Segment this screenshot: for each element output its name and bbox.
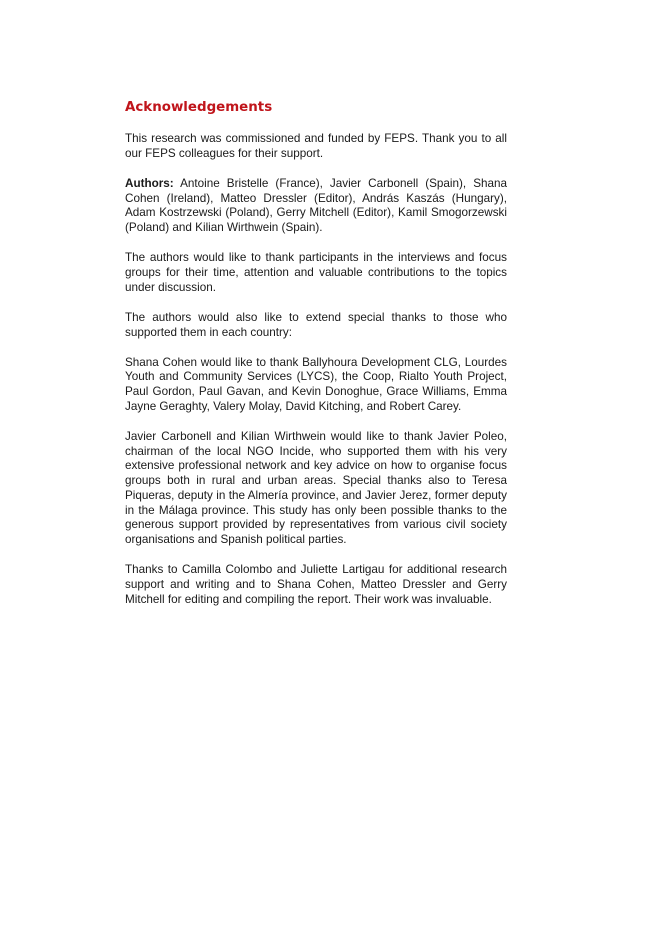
paragraph-text: This research was commissioned and funded by FEPS. Thank you to all our FEPS colleagues for their support. — [125, 132, 507, 160]
paragraph-text: Shana Cohen would like to thank Ballyhoura Development CLG, Lourdes Youth and Community Services (LYCS), the Coop, Rialto Youth Project, Paul Gordon, Paul Gavan, and Kevin Donoghue, Grace Williams, Emma Jayne Geraghty, Valery Molay, David Kitching, and Robert Carey. — [125, 355, 507, 413]
paragraph-ireland-thanks — [125, 356, 507, 415]
paragraph-final-thanks — [125, 563, 507, 607]
paragraph-text: Javier Carbonell and Kilian Wirthwein would like to thank Javier Poleo, chairman of the local NGO Incide, who supported them with his very extensive professional network and key advice on how to organise focus groups both in rural and urban areas. Special thanks also to Teresa Piqueras, deputy in the Almería province, and Javier Jerez, former deputy in the Málaga province. This study has only been possible thanks to the generous support provided by representatives from various civil society organisations and Spanish political parties. — [125, 430, 507, 546]
authors-label: Authors: — [125, 176, 174, 190]
paragraph-funding — [125, 132, 507, 161]
paragraph-text: The authors would like to thank participants in the interviews and focus groups for their time, attention and valuable contributions to the topics under discussion. — [125, 251, 507, 294]
acknowledgements-section — [125, 99, 507, 623]
paragraph-participants — [125, 251, 507, 295]
paragraph-country-thanks — [125, 311, 507, 340]
authors-list: Antoine Bristelle (France), Javier Carbonell (Spain), Shana Cohen (Ireland), Matteo Dressler (Editor), András Kaszás (Hungary), Adam Kostrzewski (Poland), Gerry Mitchell (Editor), Kamil Smogorzewski (Poland) and Kilian Wirthwein (Spain). — [125, 176, 507, 235]
paragraph-text: The authors would also like to extend special thanks to those who supported them in each country: — [125, 310, 507, 339]
paragraph-authors — [125, 177, 507, 236]
page-title: Acknowledgements — [125, 100, 273, 115]
paragraph-text: Thanks to Camilla Colombo and Juliette Lartigau for additional research support and writing and to Shana Cohen, Matteo Dressler and Gerry Mitchell for editing and compiling the report. Their work was invaluable. — [125, 563, 507, 606]
paragraph-spain-thanks — [125, 430, 507, 548]
